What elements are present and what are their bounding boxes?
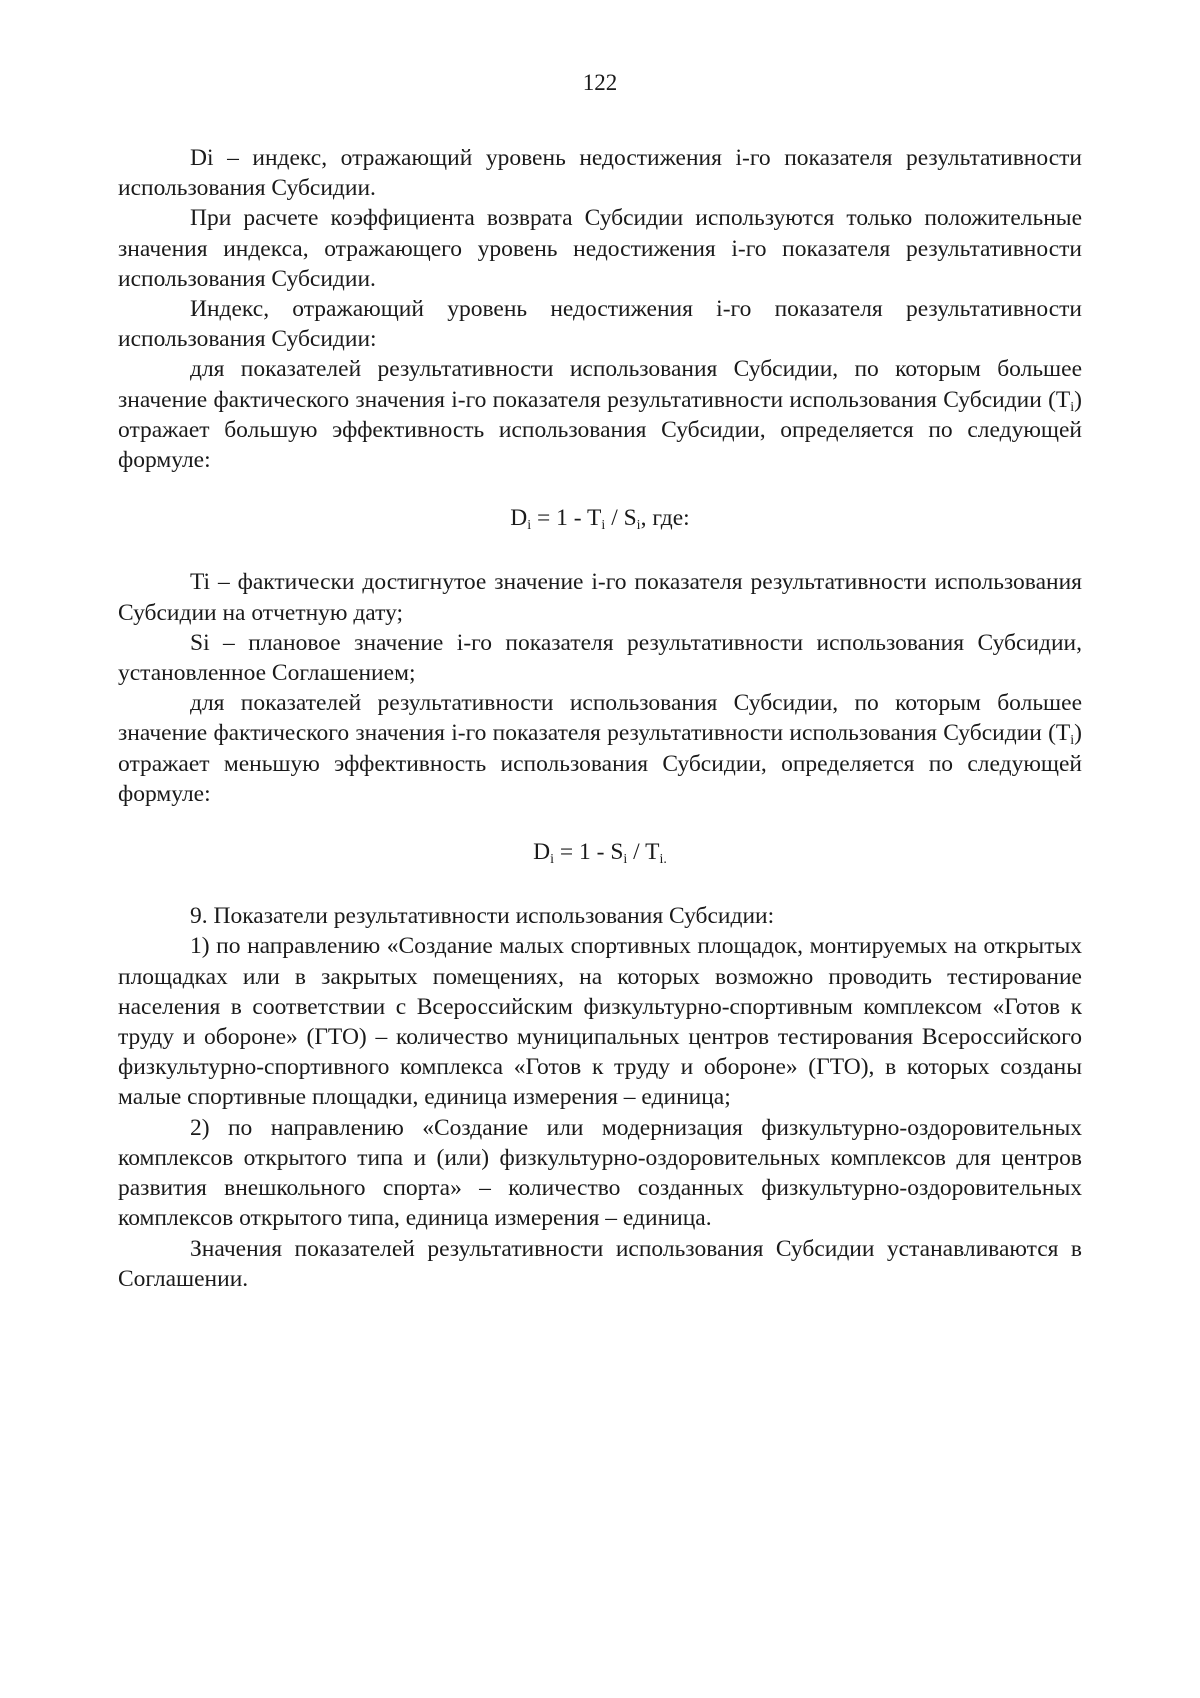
paragraph-ti-definition: Ti – фактически достигнутое значение i-го показателя результативности использования Субсидии на отчетную дату; [118, 569, 1082, 626]
formula-symbol: = 1 - S [553, 839, 624, 866]
formula-symbol: = 1 - T [531, 505, 602, 532]
paragraph-section-9-heading: 9. Показатели результативности использования Субсидии: [190, 903, 775, 930]
paragraph-index-intro: Индекс, отражающий уровень недостижения i-го показателя результативности использования Субсидии: [118, 296, 1082, 353]
text-fragment: ) отражает меньшую эффективность использования Субсидии, определяется по следующей формуле: [118, 720, 1082, 807]
formula-subscript: i [636, 518, 641, 534]
text-fragment: ) отражает большую эффективность использования Субсидии, определяется по следующей формуле: [118, 386, 1082, 474]
paragraph-indicator-2: 2) по направлению «Создание или модернизация физкультурно-оздоровительных комплексов открытого типа и (или) физкультурно-оздоровительных комплексов для центров развития внешкольного спорта» – количество созданных физкультурно-оздоровительных комплексов открытого типа, единица измерения – единица. [118, 1114, 1082, 1232]
formula-symbol: / T [627, 839, 660, 866]
formula-subscript: i [601, 518, 606, 534]
subscript: i [1070, 733, 1075, 749]
formula-2 [118, 837, 1082, 867]
text-fragment: для показателей результативности использования Субсидии, по которым большее значение фактического значения i-го показателя результативности использования Субсидии (T [118, 356, 1082, 413]
paragraph-case-greater-worse [118, 688, 1082, 809]
formula-subscript: i [550, 852, 554, 868]
page-number: 122 [582, 70, 618, 95]
paragraph-indicator-1: 1) по направлению «Создание малых спортивных площадок, монтируемых на открытых площадках или в закрытых помещениях, на которых возможно проводить тестирование населения в соответствии с Всероссийским физкультурно-спортивным комплексом «Готов к труду и обороне» (ГТО) – количество муниципальных центров тестирования Всероссийского физкультурно-спортивного комплекса «Готов к труду и обороне» (ГТО), в которых созданы малые спортивные площадки, единица измерения – единица; [118, 933, 1082, 1111]
formula-subscript: i. [659, 852, 667, 868]
formula-1 [118, 503, 1082, 533]
paragraph-positive-values: При расчете коэффициента возврата Субсидии используются только положительные значения индекса, отражающего уровень недостижения i-го показателя результативности использования Субсидии. [118, 205, 1082, 292]
paragraph-si-definition: Si – плановое значение i-го показателя результативности использования Субсидии, установленное Соглашением; [118, 629, 1082, 687]
formula-subscript: i [623, 852, 628, 868]
formula-symbol: D [510, 505, 528, 532]
formula-symbol: D [533, 839, 551, 866]
paragraph-di-definition: Di – индекс, отражающий уровень недостижения i-го показателя результативности использования Субсидии. [118, 145, 1082, 202]
formula-tail: , где: [640, 505, 690, 532]
paragraph-values-in-agreement: Значения показателей результативности использования Субсидии устанавливаются в Соглашении. [118, 1235, 1082, 1292]
paragraph-case-greater-better [118, 354, 1082, 475]
text-fragment: для показателей результативности использования Субсидии, по которым большее значение фактического значения i-го показателя результативности использования Субсидии (T [118, 690, 1082, 747]
document-body [118, 143, 1082, 1294]
formula-symbol: / S [605, 505, 637, 532]
subscript: i [1070, 399, 1075, 415]
formula-subscript: i [527, 518, 532, 534]
